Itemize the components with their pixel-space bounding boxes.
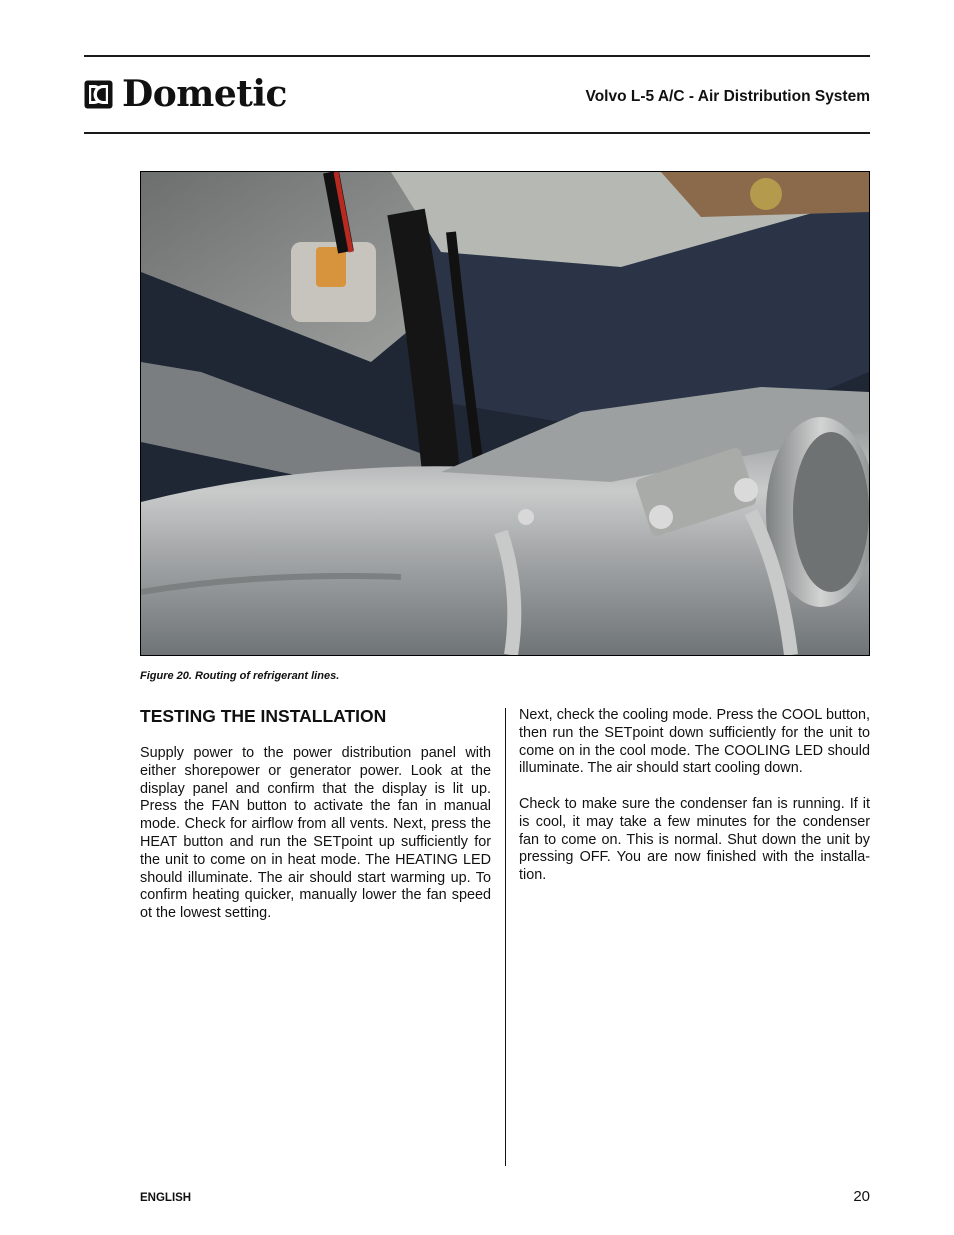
footer-language: ENGLISH <box>140 1192 192 1204</box>
right-paragraph-1: Next, check the cooling mode. Press the COOL button, then run the SETpoint down sufficiently for the unit to come on in the cool mode. The COOLING LED should illuminate. The air should start cooling down. <box>519 707 870 777</box>
section-heading: TESTING THE INSTALLATION <box>140 706 387 726</box>
brand-name: Dometic <box>122 73 287 115</box>
right-paragraph-2: Check to make sure the condenser fan is running. If it is cool, it may take a few minutes for the condenser fan to come on. This is normal. Shut down the unit by pressing OFF. You are now finished with the installa-tion. <box>519 795 870 884</box>
figure-caption: Figure 20. Routing of refrigerant lines. <box>140 670 340 682</box>
dometic-logo-icon <box>84 80 113 109</box>
document-title: Volvo L-5 A/C - Air Distribution System <box>585 88 870 105</box>
column-divider <box>505 708 506 1166</box>
left-paragraph-1: Supply power to the power distribution panel with either shorepower or generator power. Look at the display panel and confirm that the display is lit up. Press the FAN button to activate the fan in manual mode. Check for airflow from all vents. Next, press the HEAT button and run the SETpoint up sufficiently for the unit to come on in heat mode. The HEATING LED should illuminate. The air should start warming up. To confirm heating quicker, manually lower the fan speed ot the lowest setting. <box>140 745 491 922</box>
refrigerant-lines-photo <box>141 172 869 655</box>
header-top-rule <box>84 55 870 57</box>
page-number: 20 <box>853 1188 870 1205</box>
figure-photo <box>140 171 870 656</box>
right-column <box>519 707 870 903</box>
left-column <box>140 706 491 941</box>
header-bottom-rule <box>84 132 870 134</box>
brand-logo <box>84 74 287 114</box>
